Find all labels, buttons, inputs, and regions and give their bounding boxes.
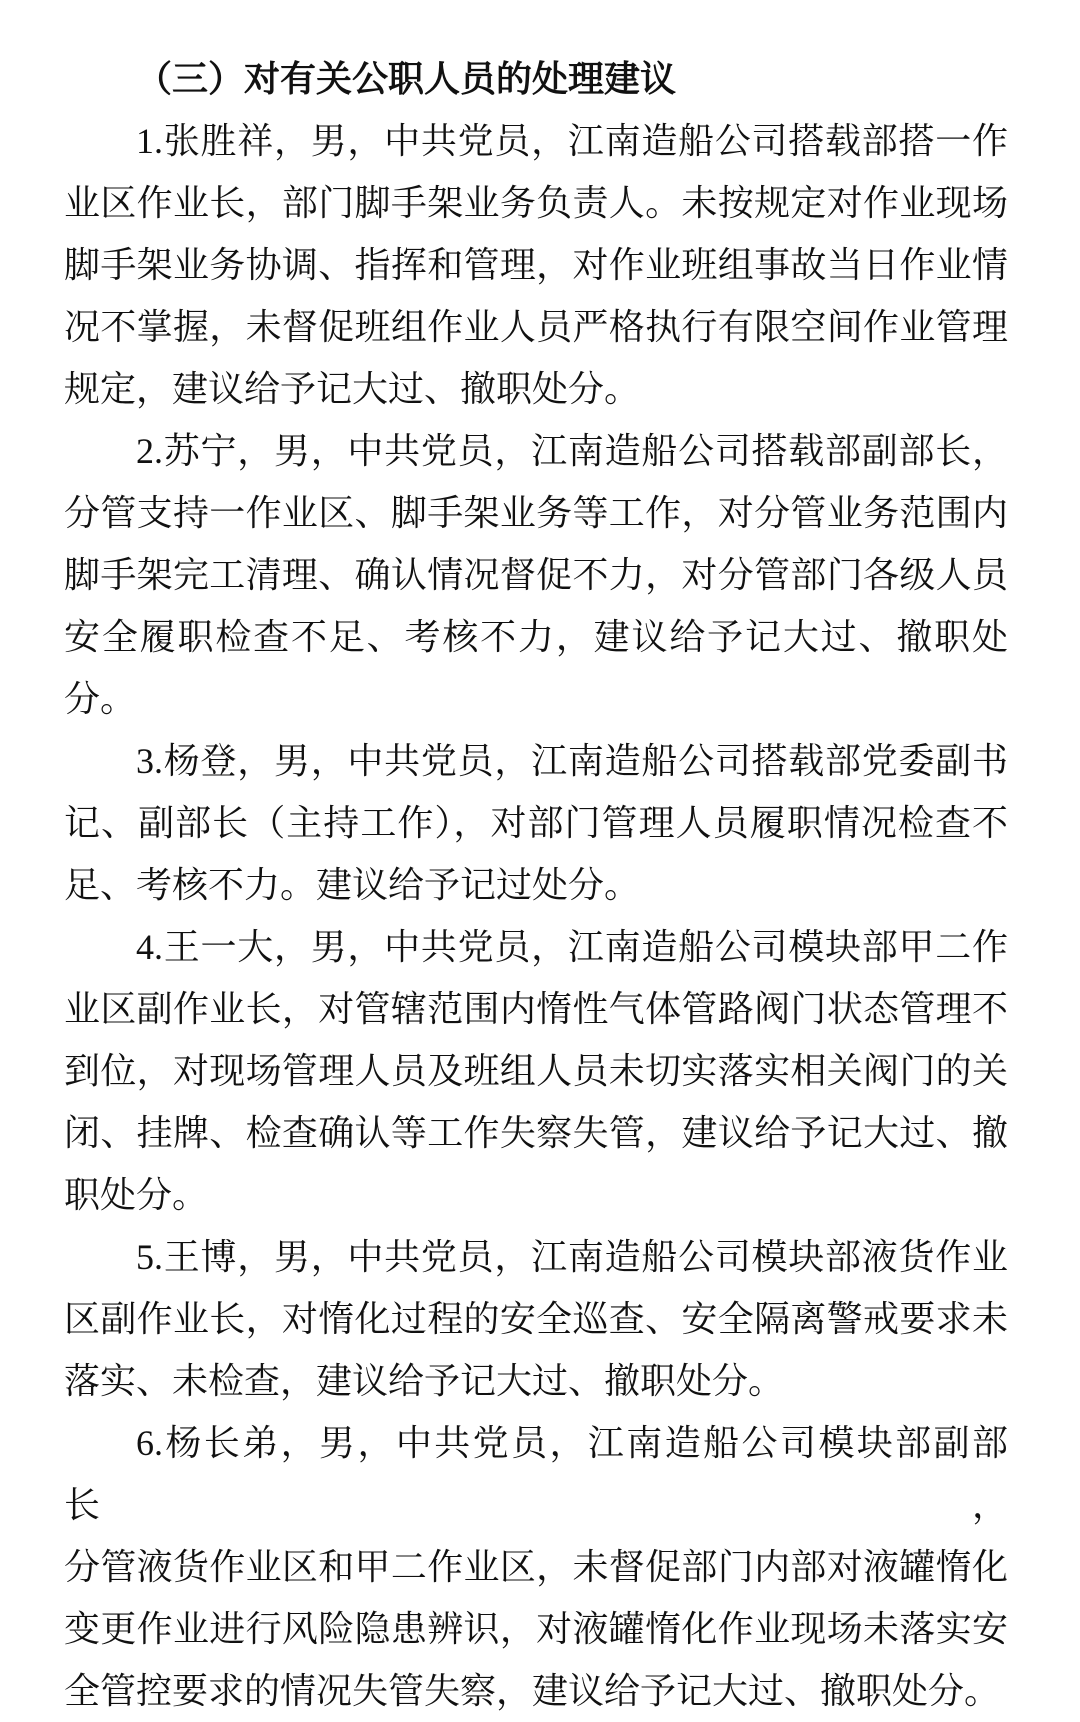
text-line: 规定，建议给予记大过、撤职处分。 [64,369,641,409]
text-line: 2.苏宁，男，中共党员，江南造船公司搭载部副部长， [136,431,1008,471]
text-line: 分管液货作业区和甲二作业区，未督促部门内部对液罐惰化 [64,1547,1008,1587]
text-line: 业区副作业长，对管辖范围内惰性气体管路阀门状态管理不 [64,989,1008,1029]
text-line: 变更作业进行风险隐患辨识，对液罐惰化作业现场未落实安 [64,1609,1008,1649]
document-body [64,110,1008,1722]
text-line: 闭、挂牌、检查确认等工作失察失管，建议给予记大过、撤 [64,1113,1008,1153]
text-line: 6.杨长弟，男，中共党员，江南造船公司模块部副部长， [64,1423,1008,1525]
section-heading: （三）对有关公职人员的处理建议 [136,59,677,99]
text-line: 全管控要求的情况失管失察，建议给予记大过、撤职处分。 [64,1671,1001,1711]
text-line: 业区作业长，部门脚手架业务负责人。未按规定对作业现场 [64,183,1008,223]
text-line: 到位，对现场管理人员及班组人员未切实落实相关阀门的关 [64,1051,1008,1091]
text-line: 脚手架完工清理、确认情况督促不力，对分管部门各级人员 [64,555,1008,595]
text-line: 分管支持一作业区、脚手架业务等工作，对分管业务范围内 [64,493,1008,533]
text-line: 1.张胜祥，男，中共党员，江南造船公司搭载部搭一作 [136,121,1008,161]
text-line: 职处分。 [64,1175,209,1215]
text-line: 3.杨登，男，中共党员，江南造船公司搭载部党委副书 [136,741,1008,781]
text-line: 况不掌握，未督促班组作业人员严格执行有限空间作业管理 [64,307,1008,347]
text-line: 记、副部长（主持工作），对部门管理人员履职情况检查不 [64,803,1008,843]
text-line: 5.王博，男，中共党员，江南造船公司模块部液货作业 [136,1237,1008,1277]
text-line: 区副作业长，对惰化过程的安全巡查、安全隔离警戒要求未 [64,1299,1008,1339]
text-line: 4.王一大，男，中共党员，江南造船公司模块部甲二作 [136,927,1008,967]
text-line: 足、考核不力。建议给予记过处分。 [64,865,641,905]
text-line: 脚手架业务协调、指挥和管理，对作业班组事故当日作业情 [64,245,1008,285]
text-line: 安全履职检查不足、考核不力，建议给予记大过、撤职处分。 [64,617,1008,719]
text-line: 落实、未检查，建议给予记大过、撤职处分。 [64,1361,785,1401]
